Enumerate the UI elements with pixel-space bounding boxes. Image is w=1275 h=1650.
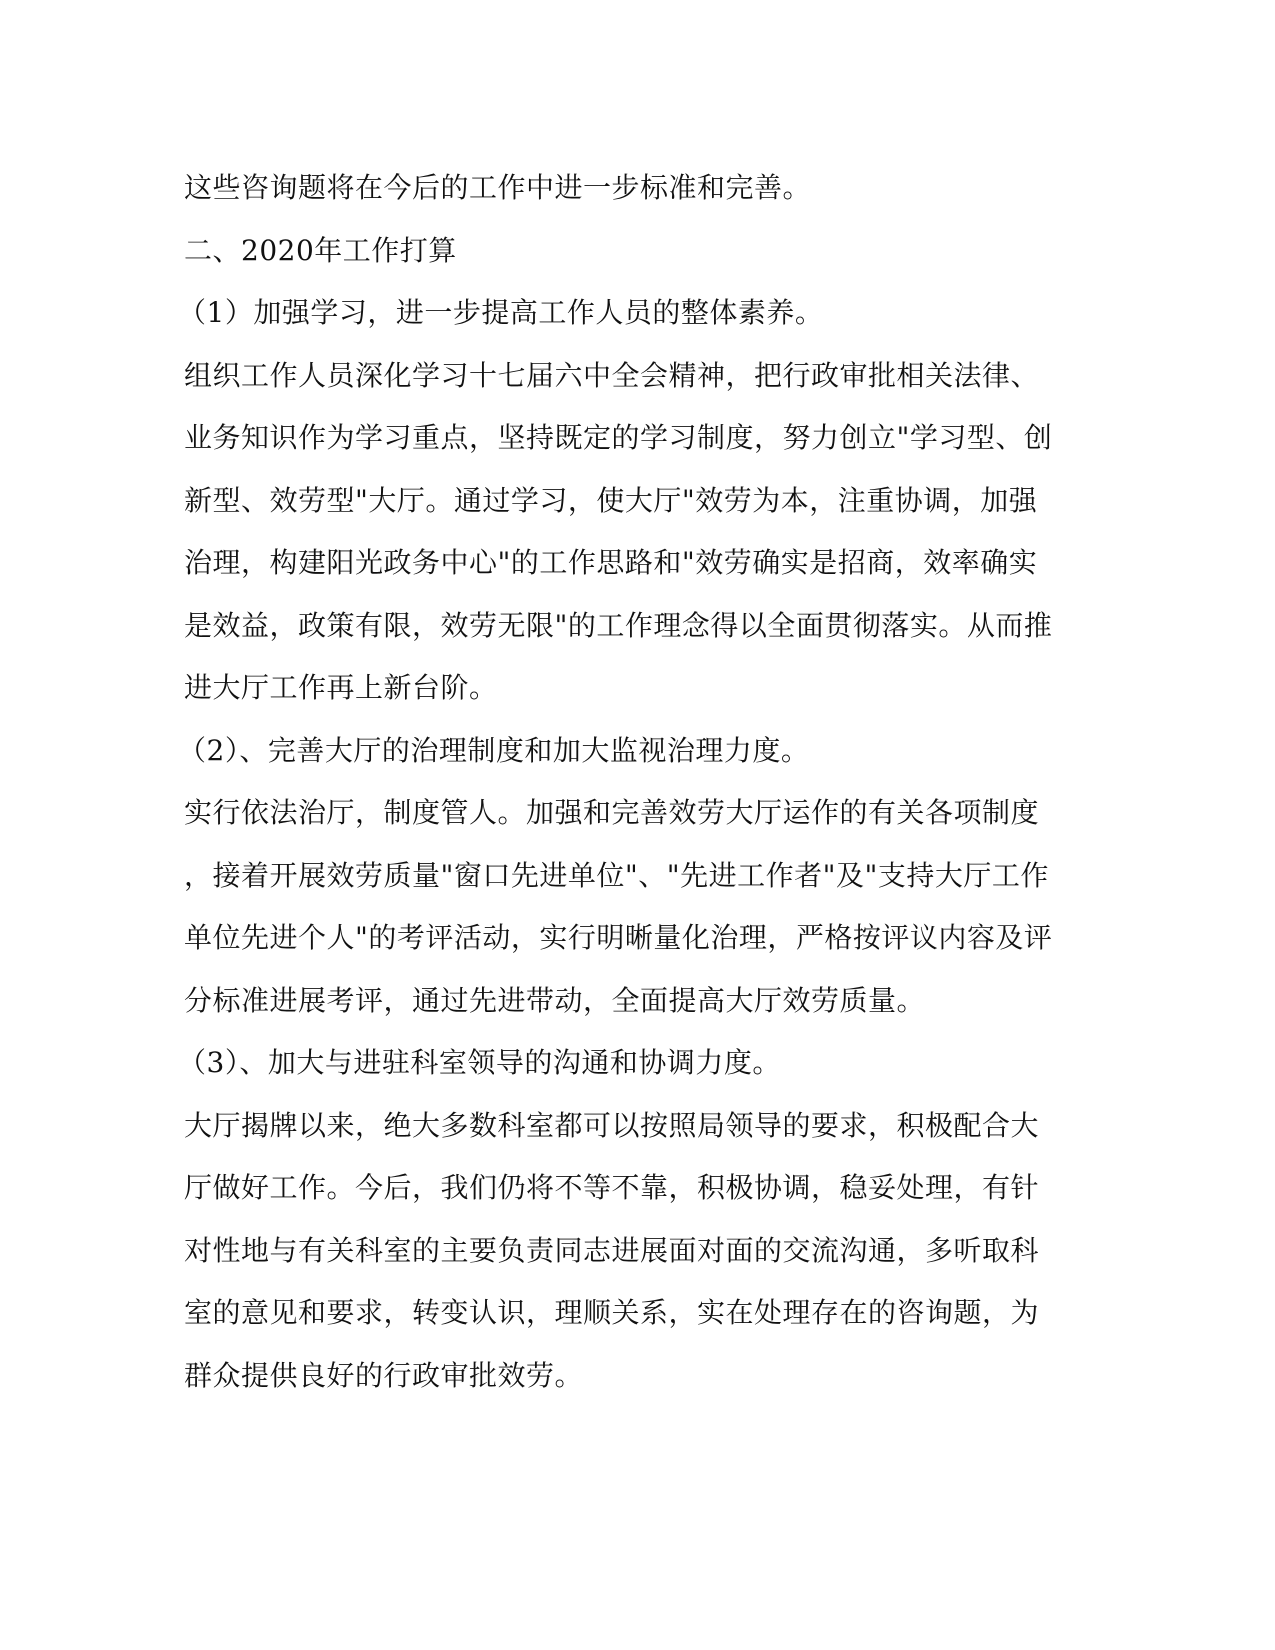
- item-heading: （2）、完善大厅的治理制度和加大监视治理力度。: [178, 733, 810, 767]
- document-body: [178, 157, 1064, 1407]
- text-line: 实行依法治厅，制度管人。加强和完善效劳大厅运作的有关各项制度: [184, 796, 1040, 829]
- text-line: 这些咨询题将在今后的工作中进一步标准和完善。: [184, 171, 812, 204]
- text-line: 群众提供良好的行政审批效劳。: [184, 1358, 584, 1392]
- text-line: 大厅揭牌以来，绝大多数科室都可以按照局领导的要求，积极配合大: [184, 1108, 1040, 1142]
- text-line: 厅做好工作。今后，我们仍将不等不靠，积极协调，稳妥处理，有针: [184, 1171, 1040, 1204]
- text-line: 分标准进展考评，通过先进带动，全面提高大厅效劳质量。: [184, 983, 926, 1017]
- text-line: 单位先进个人"的考评活动，实行明晰量化治理，严格按评议内容及评: [184, 921, 1053, 954]
- text-line: 是效益，政策有限，效劳无限"的工作理念得以全面贯彻落实。从而推: [184, 608, 1053, 642]
- text-line: 治理，构建阳光政务中心"的工作思路和"效劳确实是招商，效率确实: [184, 546, 1038, 579]
- text-line: 对性地与有关科室的主要负责同志进展面对面的交流沟通，多听取科: [184, 1233, 1040, 1267]
- item-heading: （3）、加大与进驻科室领导的沟通和协调力度。: [178, 1046, 781, 1079]
- section-heading: 二、2020年工作打算: [184, 233, 457, 267]
- text-line: ，接着开展效劳质量"窗口先进单位"、"先进工作者"及"支持大厅工作: [184, 858, 1049, 892]
- text-line: 组织工作人员深化学习十七届六中全会精神，把行政审批相关法律、: [184, 358, 1040, 392]
- text-line: 进大厅工作再上新台阶。: [184, 671, 498, 704]
- text-line: 新型、效劳型"大厅。通过学习，使大厅"效劳为本，注重协调，加强: [184, 483, 1038, 517]
- item-heading: （1）加强学习，进一步提高工作人员的整体素养。: [178, 296, 824, 329]
- text-line: 业务知识作为学习重点，坚持既定的学习制度，努力创立"学习型、创: [184, 421, 1053, 454]
- text-line: 室的意见和要求，转变认识，理顺关系，实在处理存在的咨询题，为: [184, 1296, 1040, 1329]
